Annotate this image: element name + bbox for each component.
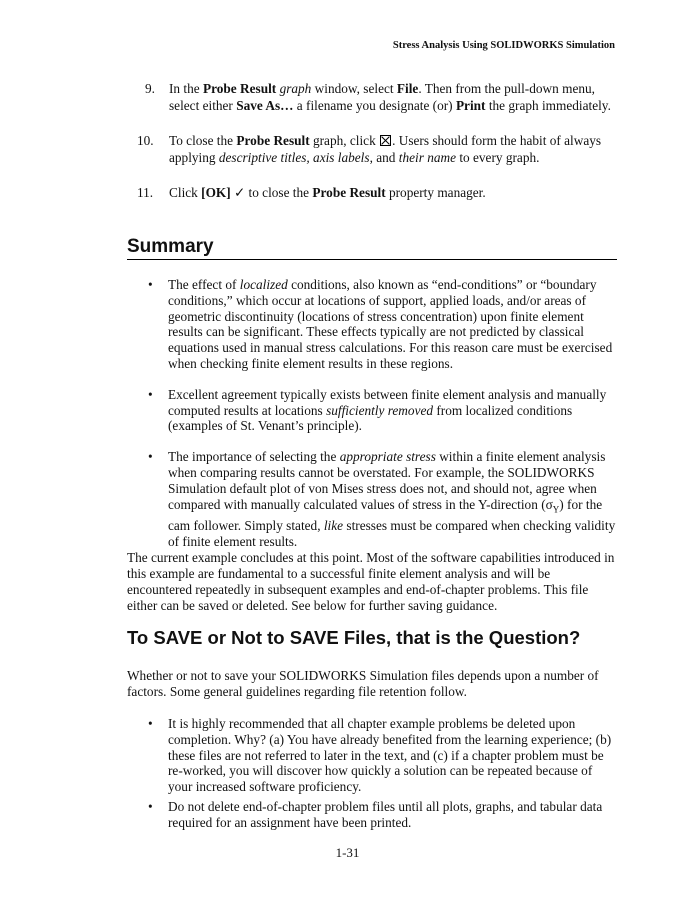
- page-number: 1-31: [335, 845, 360, 860]
- bullet-icon: •: [148, 798, 153, 814]
- step-text: In the Probe Result graph window, select File. Then from the pull-down menu, select either Save As… a filename you designate (or) Print the graph immediately.: [169, 81, 611, 113]
- step-text: To close the Probe Result graph, click . Users should form the habit of always applying descriptive titles, axis labels, and their name to every graph.: [169, 133, 602, 165]
- close-box-icon: [380, 135, 391, 146]
- save-files-heading: To SAVE or Not to SAVE Files, that is the Question?: [127, 627, 581, 648]
- conclusion-paragraph: The current example concludes at this point. Most of the software capabilities introduced in this example are fundamental to a successful finite element analysis and will be encountered repeatedly in subsequent examples and end-of-chapter problems. This file either can be saved or deleted. See below for further saving guidance.: [127, 550, 615, 613]
- list-item: • Excellent agreement typically exists between finite element analysis and manually computed results at locations sufficiently removed from localized conditions (examples of St. Venant’s principle).: [148, 386, 607, 434]
- checkmark-icon: ✓: [234, 185, 246, 200]
- step-number: 11.: [137, 185, 154, 200]
- list-item: • Do not delete end-of-chapter problem files until all plots, graphs, and tabular data required for an assignment have been printed.: [148, 798, 603, 830]
- bullet-icon: •: [148, 716, 153, 731]
- save-intro-paragraph: Whether or not to save your SOLIDWORKS Simulation files depends upon a number of factors. Some general guidelines regarding file retention follow.: [127, 668, 599, 699]
- summary-heading: Summary: [127, 236, 617, 260]
- summary-bullets: [146, 277, 616, 565]
- list-item: • It is highly recommended that all chapter example problems be deleted upon completion. Why? (a) You have already benefited from the learning experience; (b) these files are not referred to later in the text, and (c) if a chapter problem must be re-worked, you will discover how quickly a solution can be repeated because of your increased software proficiency.: [148, 716, 612, 795]
- step-11: [137, 185, 615, 202]
- save-bullets: [146, 716, 616, 835]
- step-10: [137, 133, 615, 166]
- bullet-icon: •: [148, 449, 153, 465]
- step-9: [145, 81, 615, 114]
- list-item: • The importance of selecting the appropriate stress within a finite element analysis when comparing results cannot be overstated. For example, the SOLIDWORKS Simulation default plot of von Mises stress does not, and should not, agree when compared with manually calculated values of stress in the Y-direction $(\sigma_Y)$ for the cam follower. Simply stated, like stresses must be compared when checking validity of finite element results.: [148, 449, 616, 549]
- running-header: Stress Analysis Using SOLIDWORKS Simulation: [392, 40, 615, 51]
- step-number: 10.: [137, 133, 154, 148]
- bullet-icon: •: [148, 277, 153, 292]
- bullet-icon: •: [148, 386, 153, 402]
- list-item: • The effect of localized conditions, also known as “end-conditions” or “boundary conditions,” which occur at locations of support, applied loads, and/or areas of geometric discontinuity (locations of stress concentration) upon finite element results can be significant. These effects typically are not predicted by classical equations used in manual stress calculations. For this reason care must be exercised when checking finite element results in these regions.: [148, 277, 613, 371]
- step-text: Click [OK] ✓ to close the Probe Result property manager.: [169, 185, 486, 200]
- step-number: 9.: [145, 81, 155, 96]
- step-list: [137, 81, 615, 221]
